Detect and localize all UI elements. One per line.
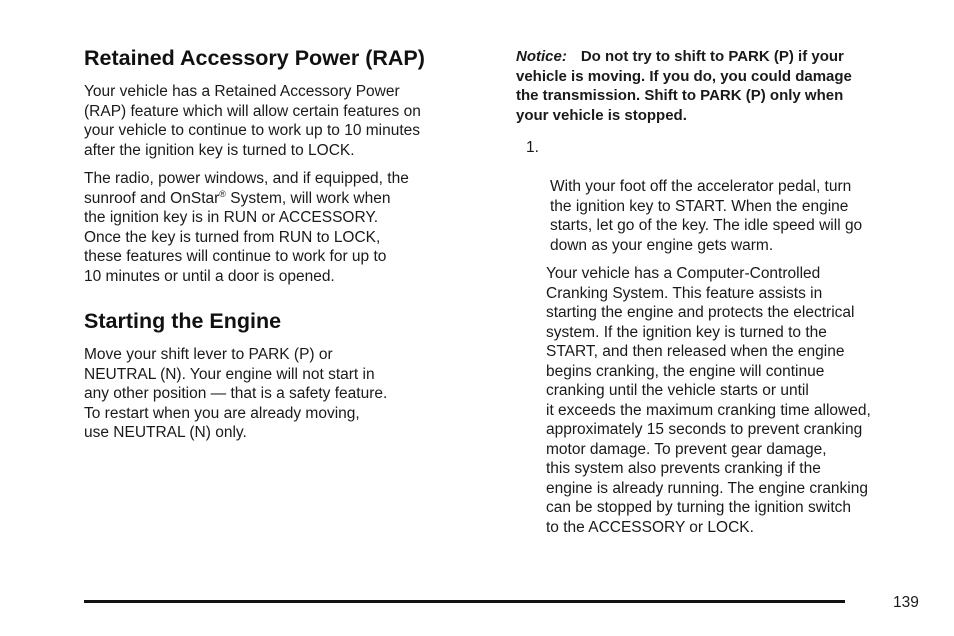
- notice-block: [516, 47, 926, 125]
- right-column: [516, 47, 926, 537]
- starting-engine-heading: Starting the Engine: [84, 309, 282, 333]
- notice-label: Notice:: [516, 48, 567, 65]
- page-number: 139: [893, 594, 919, 611]
- left-column: [84, 44, 479, 443]
- registered-mark: ®: [219, 188, 226, 199]
- footer-rule: [84, 600, 845, 603]
- rap-paragraph-2-part-a: The radio, power windows, and if equipped, the sunroof and OnStar: [84, 170, 409, 207]
- rap-paragraph-2-part-b: System, will work when the ignition key is in RUN or ACCESSORY. Once the key is turned from RUN to LOCK, these features will continue to work for up to 10 minutes or until a door is opened.: [84, 189, 391, 285]
- notice-text: Do not try to shift to PARK (P) if your vehicle is moving. If you do, you could damage the transmission. Shift to PARK (P) only when your vehicle is stopped.: [516, 48, 852, 124]
- step-1-number: 1.: [526, 139, 539, 156]
- rap-heading: Retained Accessory Power (RAP): [84, 46, 425, 70]
- step-1: [516, 138, 926, 255]
- starting-engine-paragraph: Move your shift lever to PARK (P) or NEUTRAL (N). Your engine will not start in any other position — that is a safety feature. To restart when you are already moving, use NEUTRAL (N) only.: [84, 346, 388, 441]
- cranking-system-paragraph: Your vehicle has a Computer-Controlled Cranking System. This feature assists in starting the engine and protects the electrical system. If the ignition key is turned to the START, and then released when the engine begins cranking, the engine will continue cranking until the vehicle starts or until it exceeds the maximum cranking time allowed, approximately 15 seconds to prevent cranking motor damage. To prevent gear damage, this system also prevents cranking if the engine is already running. The engine cranking can be stopped by turning the ignition switch to the ACCESSORY or LOCK.: [546, 265, 871, 536]
- rap-paragraph-1: Your vehicle has a Retained Accessory Power (RAP) feature which will allow certain features on your vehicle to continue to work up to 10 minutes after the ignition key is turned to LOCK.: [84, 83, 421, 159]
- step-1-text: With your foot off the accelerator pedal, turn the ignition key to START. When the engine starts, let go of the key. The idle speed will go down as your engine gets warm.: [550, 178, 863, 254]
- rap-paragraph-2: [84, 169, 479, 286]
